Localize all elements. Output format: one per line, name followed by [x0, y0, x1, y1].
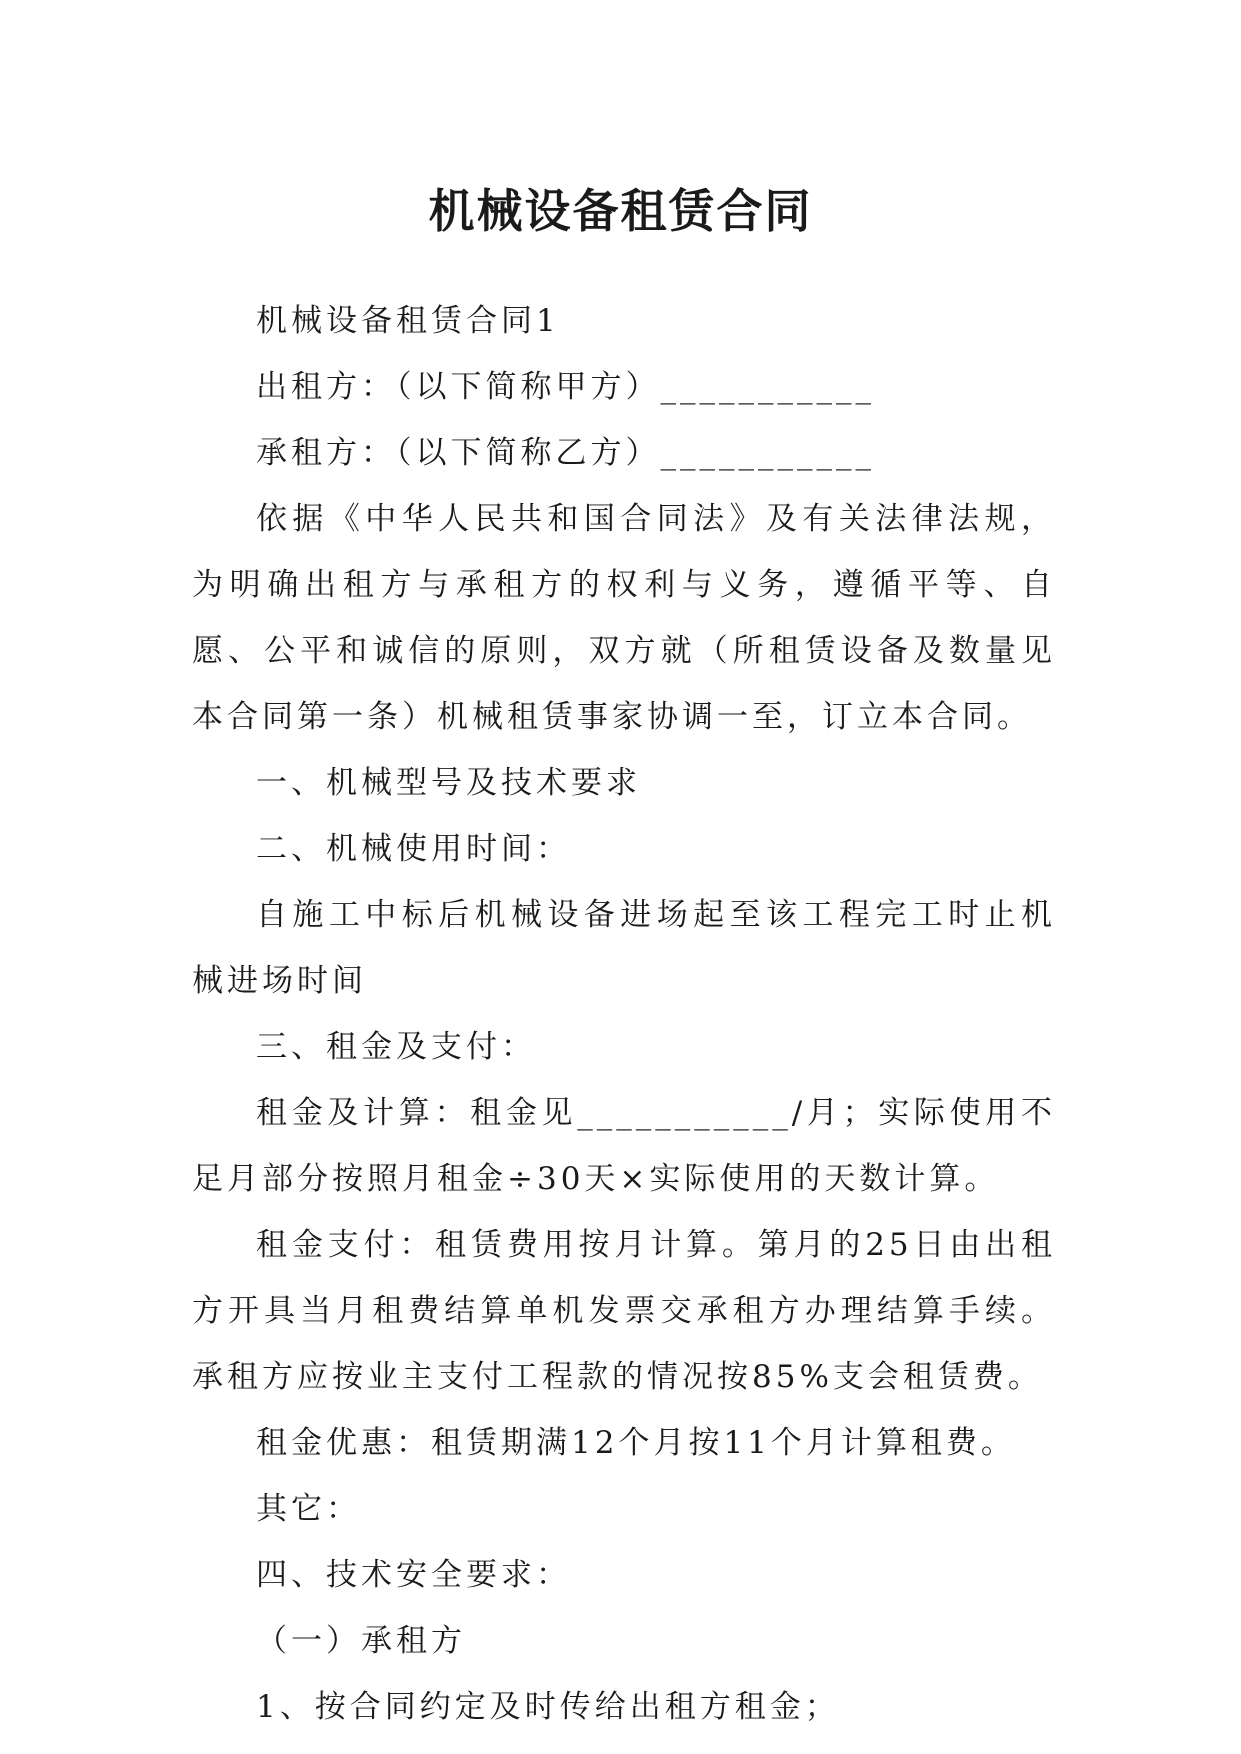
paragraph-preamble: 依据《中华人民共和国合同法》及有关法律法规，为明确出租方与承租方的权利与义务，遵循平等、自愿、公平和诚信的原则，双方就（所租赁设备及数量见本合同第一条）机械租赁事家协调一至，订立本合同。 [192, 501, 1056, 735]
paragraph-lessor: 出租方：（以下简称甲方）___________ [256, 369, 875, 405]
document-title: 机械设备租赁合同 [428, 183, 813, 238]
paragraph-section-3: 三、租金及支付： [256, 1029, 536, 1065]
paragraph-lessee: 承租方：（以下简称乙方）___________ [256, 435, 875, 471]
document-body [192, 288, 1056, 1740]
paragraph-other: 其它： [256, 1491, 361, 1527]
paragraph-rent-payment: 租金支付：租赁费用按月计算。第月的25日由出租方开具当月租费结算单机发票交承租方办理结算手续。承租方应按业主支付工程款的情况按85%支会租赁费。 [192, 1227, 1056, 1395]
paragraph-rent-discount: 租金优惠：租赁期满12个月按11个月计算租费。 [256, 1425, 1016, 1461]
paragraph-usage-time: 自施工中标后机械设备进场起至该工程完工时止机械进场时间 [192, 897, 1056, 999]
paragraph-heading-1: 机械设备租赁合同1 [256, 303, 560, 339]
paragraph-item-1: 1、按合同约定及时传给出租方租金； [256, 1689, 840, 1725]
paragraph-rent-calculation: 租金及计算：租金见___________/月；实际使用不足月部分按照月租金÷30天×实际使用的天数计算。 [192, 1095, 1056, 1197]
paragraph-section-1: 一、机械型号及技术要求 [256, 765, 641, 801]
paragraph-section-4: 四、技术安全要求： [256, 1557, 571, 1593]
paragraph-section-2: 二、机械使用时间： [256, 831, 571, 867]
paragraph-lessee-subsection: （一）承租方 [256, 1623, 466, 1659]
